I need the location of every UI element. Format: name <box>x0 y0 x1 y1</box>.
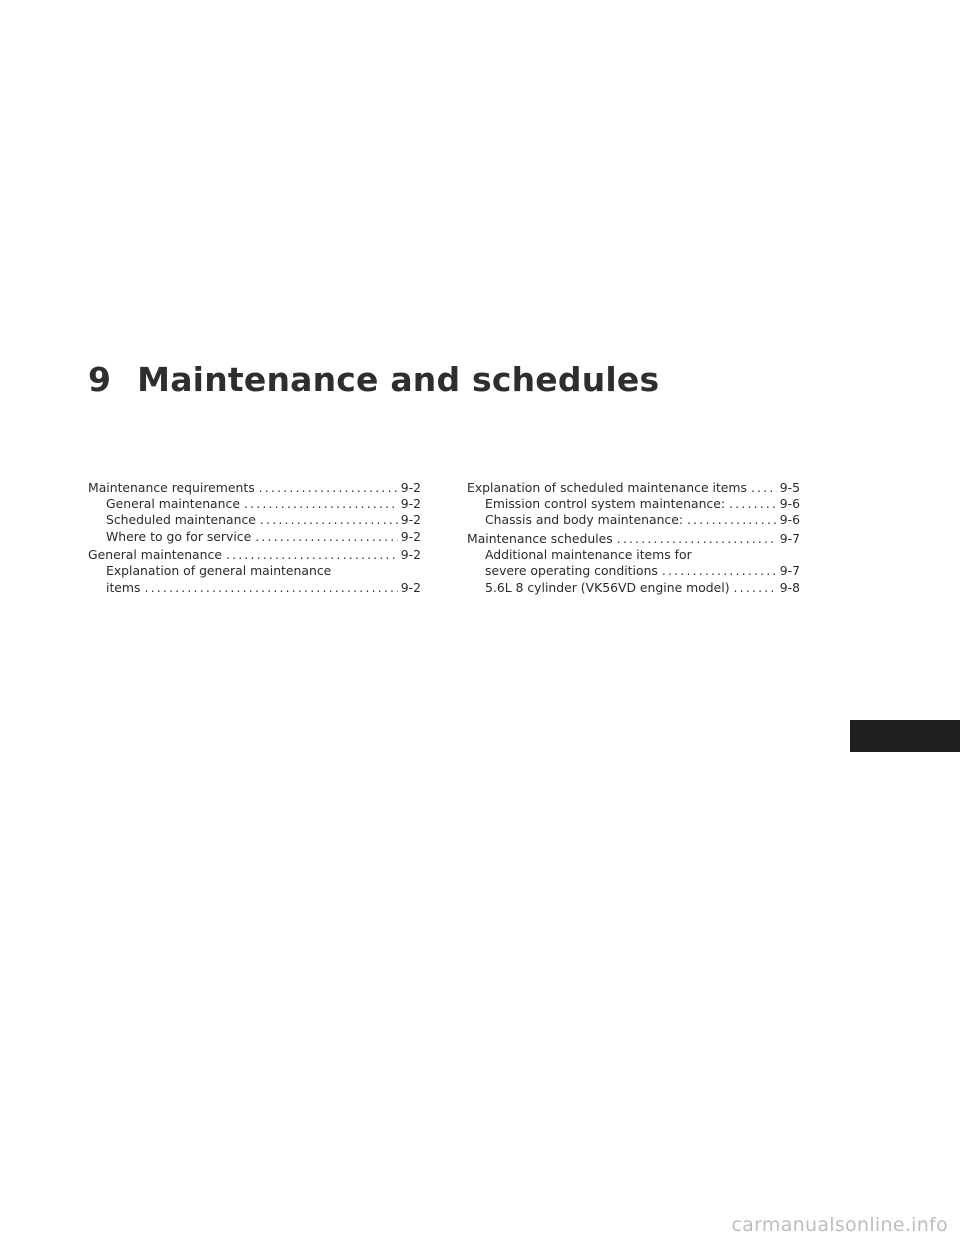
toc-page-number: 9-2 <box>400 480 421 495</box>
toc-entry-additional-items-line2[interactable]: severe operating conditions ..... 9-7 <box>467 563 800 579</box>
toc-page-number: 9-7 <box>779 563 800 579</box>
toc-entry-emission-control[interactable]: Emission control system maintenance: ..... 9-6 <box>467 496 800 512</box>
toc-page-number: 9-2 <box>400 512 421 528</box>
toc-entry-explanation-general-items-line2[interactable]: items ..... 9-2 <box>88 580 421 596</box>
toc-page-number: 9-6 <box>779 496 800 512</box>
toc-left-column <box>88 480 421 596</box>
toc-entry-vk56vd-engine[interactable]: 5.6L 8 cylinder (VK56VD engine model) ..... 9-8 <box>467 580 800 596</box>
chapter-thumb-tab <box>850 720 960 752</box>
watermark-text: carmanualsonline.info <box>731 1214 948 1236</box>
toc-right-column <box>467 480 800 596</box>
toc-page-number: 9-2 <box>400 547 421 563</box>
toc-page-number: 9-2 <box>400 496 421 512</box>
toc-entry-chassis-body[interactable]: Chassis and body maintenance: ..... 9-6 <box>467 512 800 528</box>
toc-entry-general-maintenance[interactable]: General maintenance ..... 9-2 <box>88 547 421 563</box>
toc-entry-general-maintenance-sub[interactable]: General maintenance ..... 9-2 <box>88 496 421 512</box>
toc-entry-where-to-go-for-service[interactable]: Where to go for service ..... 9-2 <box>88 529 421 545</box>
toc-entry-explanation-general-items-line1[interactable]: Explanation of general maintenance <box>106 563 332 579</box>
toc-page-number: 9-7 <box>779 531 800 547</box>
toc-entry-additional-items-line1[interactable]: Additional maintenance items for <box>485 547 692 563</box>
toc-entry-scheduled-maintenance[interactable]: Scheduled maintenance ..... 9-2 <box>88 512 421 528</box>
toc-page-number: 9-5 <box>779 480 800 495</box>
toc-entry-maintenance-requirements[interactable]: Maintenance requirements ..... 9-2 <box>88 480 421 496</box>
toc-entry-maintenance-schedules[interactable]: Maintenance schedules ..... 9-7 <box>467 531 800 547</box>
toc-page-number: 9-8 <box>779 579 800 595</box>
toc-page-number: 9-2 <box>400 579 421 595</box>
chapter-title <box>88 360 659 399</box>
toc-entry-explanation-scheduled-items[interactable]: Explanation of scheduled maintenance items ..... 9-5 <box>467 480 800 496</box>
chapter-number: 9 <box>88 360 112 399</box>
toc-page-number: 9-6 <box>779 512 800 528</box>
toc-page-number: 9-2 <box>400 528 421 544</box>
chapter-name: Maintenance and schedules <box>137 360 660 399</box>
